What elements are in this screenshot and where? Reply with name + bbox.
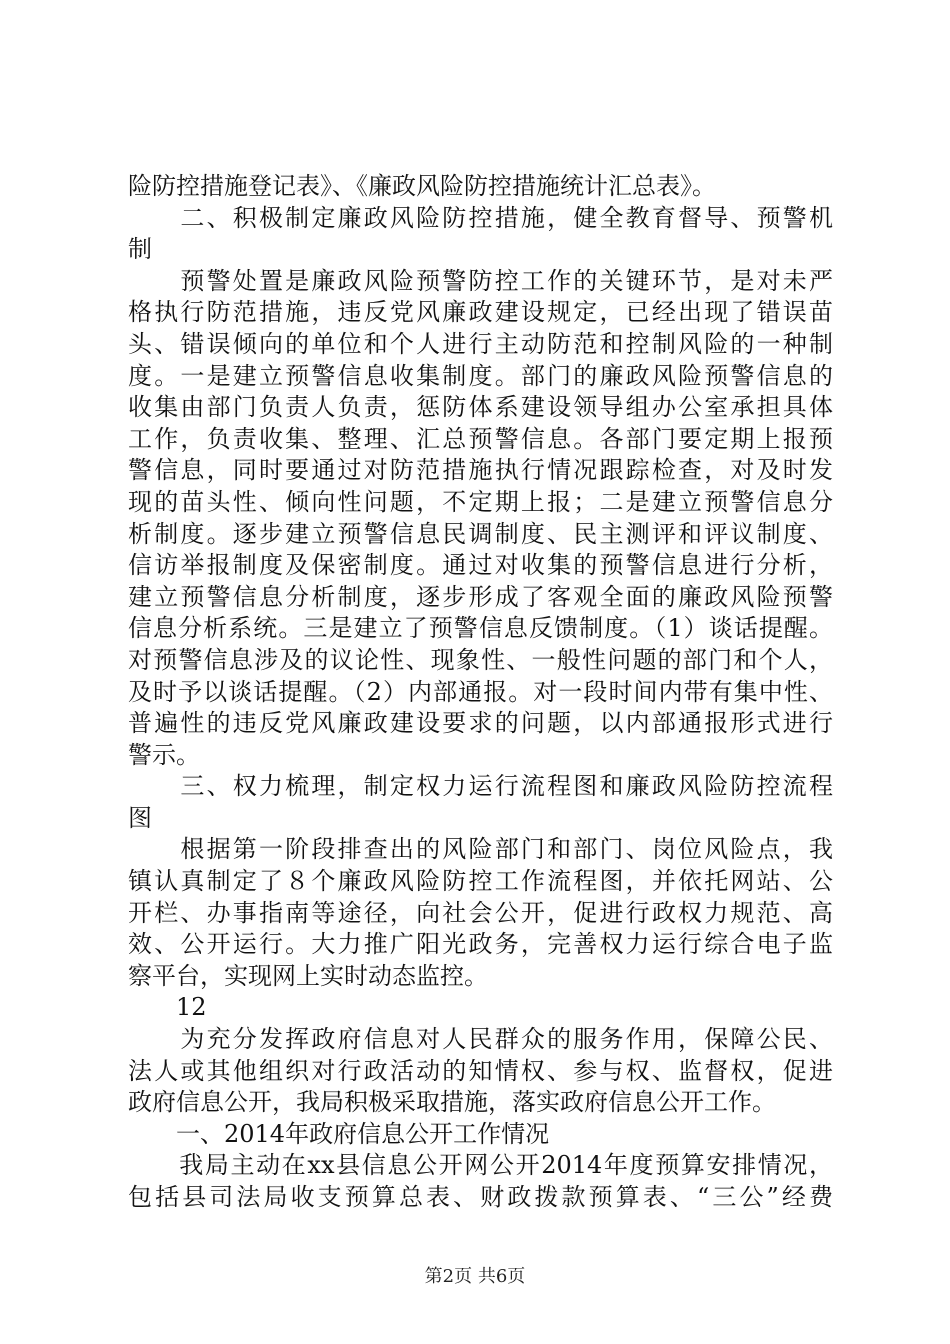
text-line: 头、错误倾向的单位和个人进行主动防范和控制风险的一种制 <box>128 329 833 358</box>
text-line: 一、2014年政府信息公开工作情况 <box>128 1119 550 1148</box>
text-line: 现的苗头性、倾向性问题，不定期上报；二是建立预警信息分 <box>128 487 833 516</box>
text-line: 普遍性的违反党风廉政建设要求的问题，以内部通报形式进行 <box>128 709 833 738</box>
page-footer: 第2页 共6页 <box>424 1266 526 1287</box>
text-line: 根据第一阶段排查出的风险部门和部门、岗位风险点，我 <box>128 835 833 864</box>
text-line: 格执行防范措施，违反党风廉政建设规定，已经出现了错误苗 <box>128 298 833 327</box>
text-line: 及时予以谈话提醒。（2）内部通报。对一段时间内带有集中性、 <box>128 677 833 706</box>
text-line: 工作，负责收集、整理、汇总预警信息。各部门要定期上报预 <box>128 424 833 453</box>
text-line: 收集由部门负责人负责，惩防体系建设领导组办公室承担具体 <box>128 393 833 422</box>
text-line: 建立预警信息分析制度，逐步形成了客观全面的廉政风险预警 <box>128 582 833 611</box>
text-line: 信访举报制度及保密制度。通过对收集的预警信息进行分析， <box>128 551 833 580</box>
text-line: 度。一是建立预警信息收集制度。部门的廉政风险预警信息的 <box>128 361 833 390</box>
text-line: 察平台，实现网上实时动态监控。 <box>128 961 488 990</box>
text-line: 镇认真制定了８个廉政风险防控工作流程图，并依托网站、公 <box>128 867 833 896</box>
text-line: 制 <box>128 235 152 264</box>
text-line: 开栏、办事指南等途径，向社会公开，促进行政权力规范、高 <box>128 898 833 927</box>
text-line: 法人或其他组织对行政活动的知情权、参与权、监督权，促进 <box>128 1056 833 1085</box>
text-line: 警示。 <box>128 740 200 769</box>
text-line: 对预警信息涉及的议论性、现象性、一般性问题的部门和个人， <box>128 645 833 674</box>
text-line: 三、权力梳理，制定权力运行流程图和廉政风险防控流程 <box>128 772 833 801</box>
text-line: 警信息，同时要通过对防范措施执行情况跟踪检查，对及时发 <box>128 456 833 485</box>
document-body <box>128 171 833 1214</box>
text-line: 12 <box>128 993 207 1022</box>
text-line: 信息分析系统。三是建立了预警信息反馈制度。（1）谈话提醒。 <box>128 614 833 643</box>
text-line: 图 <box>128 803 152 832</box>
text-line: 效、公开运行。大力推广阳光政务，完善权力运行综合电子监 <box>128 930 833 959</box>
text-line: 为充分发挥政府信息对人民群众的服务作用，保障公民、 <box>128 1025 833 1054</box>
text-line: 包括县司法局收支预算总表、财政拨款预算表、“三公”经费 <box>128 1183 833 1211</box>
text-line: 政府信息公开，我局积极采取措施，落实政府信息公开工作。 <box>128 1088 776 1117</box>
text-line: 险防控措施登记表》、《廉政风险防控措施统计汇总表》。 <box>128 172 716 200</box>
text-line: 析制度。逐步建立预警信息民调制度、民主测评和评议制度、 <box>128 519 833 548</box>
text-line: 预警处置是廉政风险预警防控工作的关键环节，是对未严 <box>128 266 833 295</box>
text-line: 二、积极制定廉政风险防控措施，健全教育督导、预警机 <box>128 203 833 232</box>
text-line: 我局主动在xx县信息公开网公开2014年度预算安排情况， <box>128 1151 833 1180</box>
